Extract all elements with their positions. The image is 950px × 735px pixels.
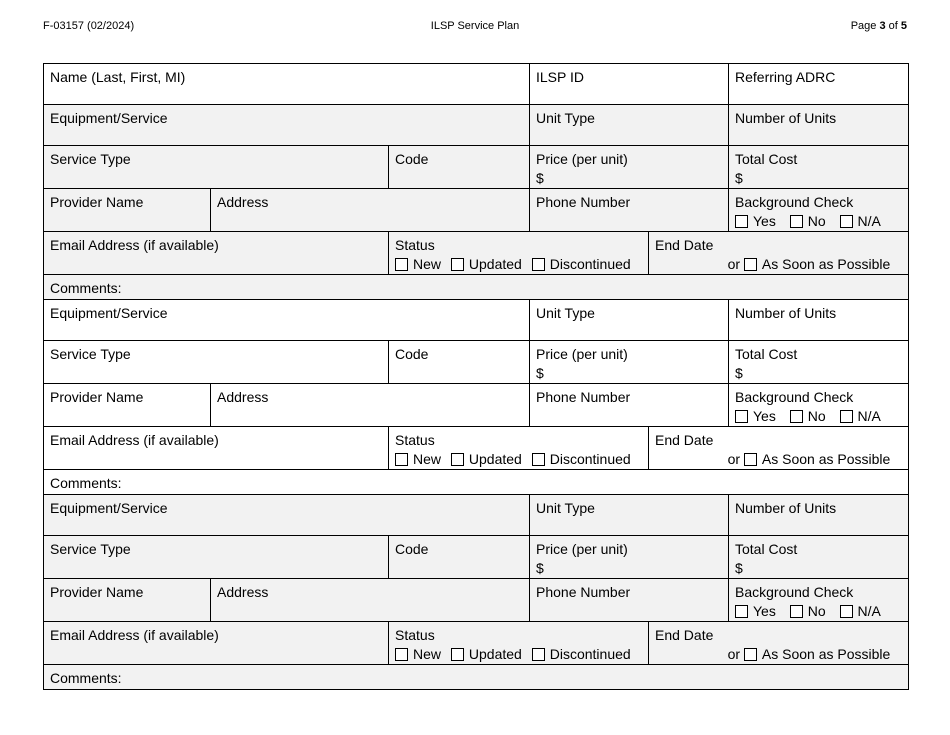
status-field: Status New Updated Discontinued <box>389 232 649 275</box>
service-plan-table <box>43 63 909 690</box>
end-date-field[interactable]: End Date or As Soon as Possible <box>649 622 909 665</box>
background-no-checkbox[interactable] <box>790 215 803 228</box>
end-date-field[interactable]: End Date or As Soon as Possible <box>649 232 909 275</box>
form-number: F-03157 (02/2024) <box>43 20 135 32</box>
phone-number-field[interactable]: Phone Number <box>530 384 729 427</box>
service-type-field[interactable]: Service Type <box>44 341 389 384</box>
status-field: Status New Updated Discontinued <box>389 427 649 470</box>
number-of-units-field[interactable]: Number of Units <box>729 495 909 536</box>
background-yes-checkbox[interactable] <box>735 410 748 423</box>
equipment-service-field[interactable]: Equipment/Service <box>44 300 530 341</box>
price-field[interactable]: Price (per unit) $ <box>530 341 729 384</box>
comments-field[interactable]: Comments: <box>44 470 909 495</box>
service-type-field[interactable]: Service Type <box>44 146 389 189</box>
unit-type-field[interactable]: Unit Type <box>530 300 729 341</box>
comments-field[interactable]: Comments: <box>44 665 909 690</box>
asap-checkbox[interactable] <box>744 648 757 661</box>
code-field[interactable]: Code <box>389 146 530 189</box>
phone-number-field[interactable]: Phone Number <box>530 189 729 232</box>
code-field[interactable]: Code <box>389 341 530 384</box>
total-cost-field[interactable]: Total Cost $ <box>729 146 909 189</box>
equipment-service-field[interactable]: Equipment/Service <box>44 495 530 536</box>
provider-name-field[interactable]: Provider Name <box>44 384 211 427</box>
address-field[interactable]: Address <box>211 384 530 427</box>
number-of-units-field[interactable]: Number of Units <box>729 300 909 341</box>
equipment-service-field[interactable]: Equipment/Service <box>44 105 530 146</box>
address-field[interactable]: Address <box>211 189 530 232</box>
status-updated-checkbox[interactable] <box>451 258 464 271</box>
ilsp-id-field[interactable]: ILSP ID <box>530 64 729 105</box>
email-field[interactable]: Email Address (if available) <box>44 427 389 470</box>
background-check-field: Background Check Yes No N/A <box>729 384 909 427</box>
end-date-field[interactable]: End Date or As Soon as Possible <box>649 427 909 470</box>
form-title: ILSP Service Plan <box>430 20 520 32</box>
total-cost-field[interactable]: Total Cost $ <box>729 536 909 579</box>
provider-name-field[interactable]: Provider Name <box>44 579 211 622</box>
status-discontinued-checkbox[interactable] <box>532 258 545 271</box>
comments-field[interactable]: Comments: <box>44 275 909 300</box>
status-field: Status New Updated Discontinued <box>389 622 649 665</box>
status-updated-checkbox[interactable] <box>451 453 464 466</box>
background-na-checkbox[interactable] <box>840 215 853 228</box>
status-new-checkbox[interactable] <box>395 453 408 466</box>
provider-name-field[interactable]: Provider Name <box>44 189 211 232</box>
status-new-checkbox[interactable] <box>395 258 408 271</box>
background-check-field: Background Check Yes No N/A <box>729 189 909 232</box>
background-no-checkbox[interactable] <box>790 410 803 423</box>
referring-adrc-field[interactable]: Referring ADRC <box>729 64 909 105</box>
service-type-field[interactable]: Service Type <box>44 536 389 579</box>
name-field[interactable]: Name (Last, First, MI) <box>44 64 530 105</box>
asap-checkbox[interactable] <box>744 453 757 466</box>
background-check-field: Background Check Yes No N/A <box>729 579 909 622</box>
status-updated-checkbox[interactable] <box>451 648 464 661</box>
email-field[interactable]: Email Address (if available) <box>44 232 389 275</box>
address-field[interactable]: Address <box>211 579 530 622</box>
unit-type-field[interactable]: Unit Type <box>530 495 729 536</box>
unit-type-field[interactable]: Unit Type <box>530 105 729 146</box>
status-discontinued-checkbox[interactable] <box>532 453 545 466</box>
phone-number-field[interactable]: Phone Number <box>530 579 729 622</box>
price-field[interactable]: Price (per unit) $ <box>530 146 729 189</box>
number-of-units-field[interactable]: Number of Units <box>729 105 909 146</box>
background-yes-checkbox[interactable] <box>735 215 748 228</box>
code-field[interactable]: Code <box>389 536 530 579</box>
email-field[interactable]: Email Address (if available) <box>44 622 389 665</box>
background-na-checkbox[interactable] <box>840 605 853 618</box>
background-no-checkbox[interactable] <box>790 605 803 618</box>
total-cost-field[interactable]: Total Cost $ <box>729 341 909 384</box>
page-number: Page 3 of 5 <box>850 20 907 32</box>
price-field[interactable]: Price (per unit) $ <box>530 536 729 579</box>
background-yes-checkbox[interactable] <box>735 605 748 618</box>
status-discontinued-checkbox[interactable] <box>532 648 545 661</box>
asap-checkbox[interactable] <box>744 258 757 271</box>
status-new-checkbox[interactable] <box>395 648 408 661</box>
background-na-checkbox[interactable] <box>840 410 853 423</box>
